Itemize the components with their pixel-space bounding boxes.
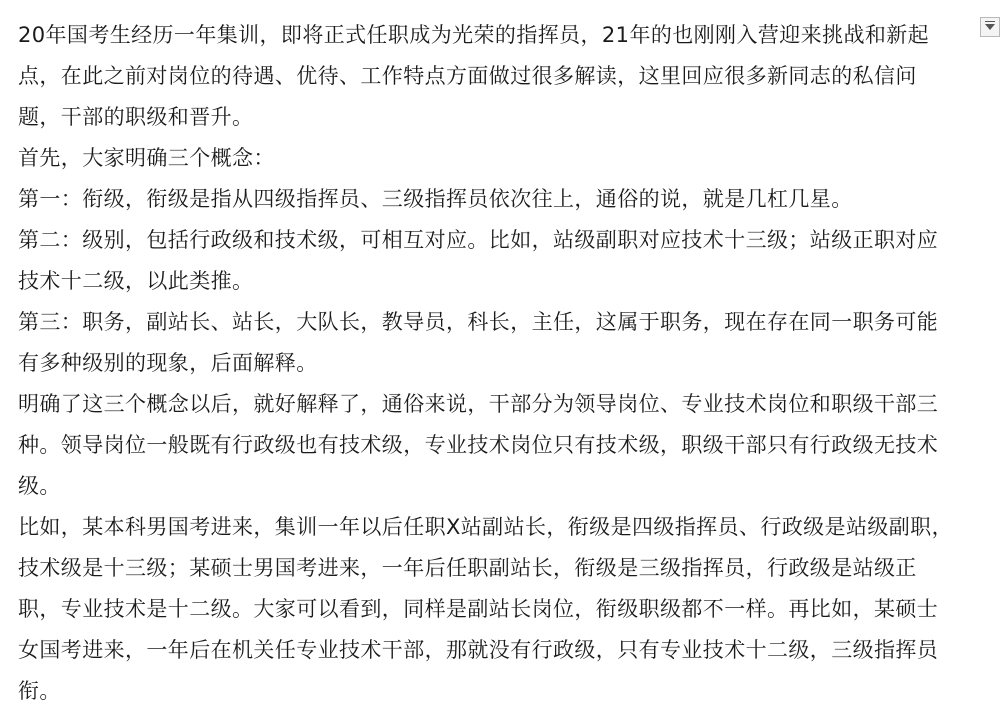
paragraph-concept-rank: 第一：衔级，衔级是指从四级指挥员、三级指挥员依次往上，通俗的说，就是几杠几星。 [18,187,853,211]
paragraph-concepts-heading: 首先，大家明确三个概念： [18,146,275,170]
chevron-down-icon [985,24,995,30]
paragraph-intro: 20年国考生经历一年集训，即将正式任职成为光荣的指挥员，21年的也刚刚入营迎来挑战和新起点，在此之前对岗位的待遇、优待、工作特点方面做过很多解读，这里回应很多新同志的私信问题，干部的职级和晋升。 [18,23,930,129]
paragraph-examples: 比如，某本科男国考进来，集训一年以后任职X站副站长，衔级是四级指挥员、行政级是站级副职，技术级是十三级；某硕士男国考进来，一年后任职副站长，衔级是三级指挥员，行政级是站级正职，专业技术是十二级。大家可以看到，同样是副站长岗位，衔级职级都不一样。再比如，某硕士女国考进来，一年后在机关任专业技术干部，那就没有行政级，只有专业技术十二级，三级指挥员衔。 [18,515,953,703]
paragraph-concept-position: 第三：职务，副站长、站长，大队长，教导员，科长，主任，这属于职务，现在存在同一职务可能有多种级别的现象，后面解释。 [18,310,939,375]
article-body [18,15,958,712]
paragraph-concept-grade: 第二：级别，包括行政级和技术级，可相互对应。比如，站级副职对应技术十三级；站级正职对应技术十二级，以此类推。 [18,228,939,293]
dropdown-toggle-button[interactable] [980,17,1000,37]
menu-bar-icon [985,21,995,22]
paragraph-explanation: 明确了这三个概念以后，就好解释了，通俗来说，干部分为领导岗位、专业技术岗位和职级干部三种。领导岗位一般既有行政级也有技术级，专业技术岗位只有技术级，职级干部只有行政级无技术级。 [18,392,939,498]
